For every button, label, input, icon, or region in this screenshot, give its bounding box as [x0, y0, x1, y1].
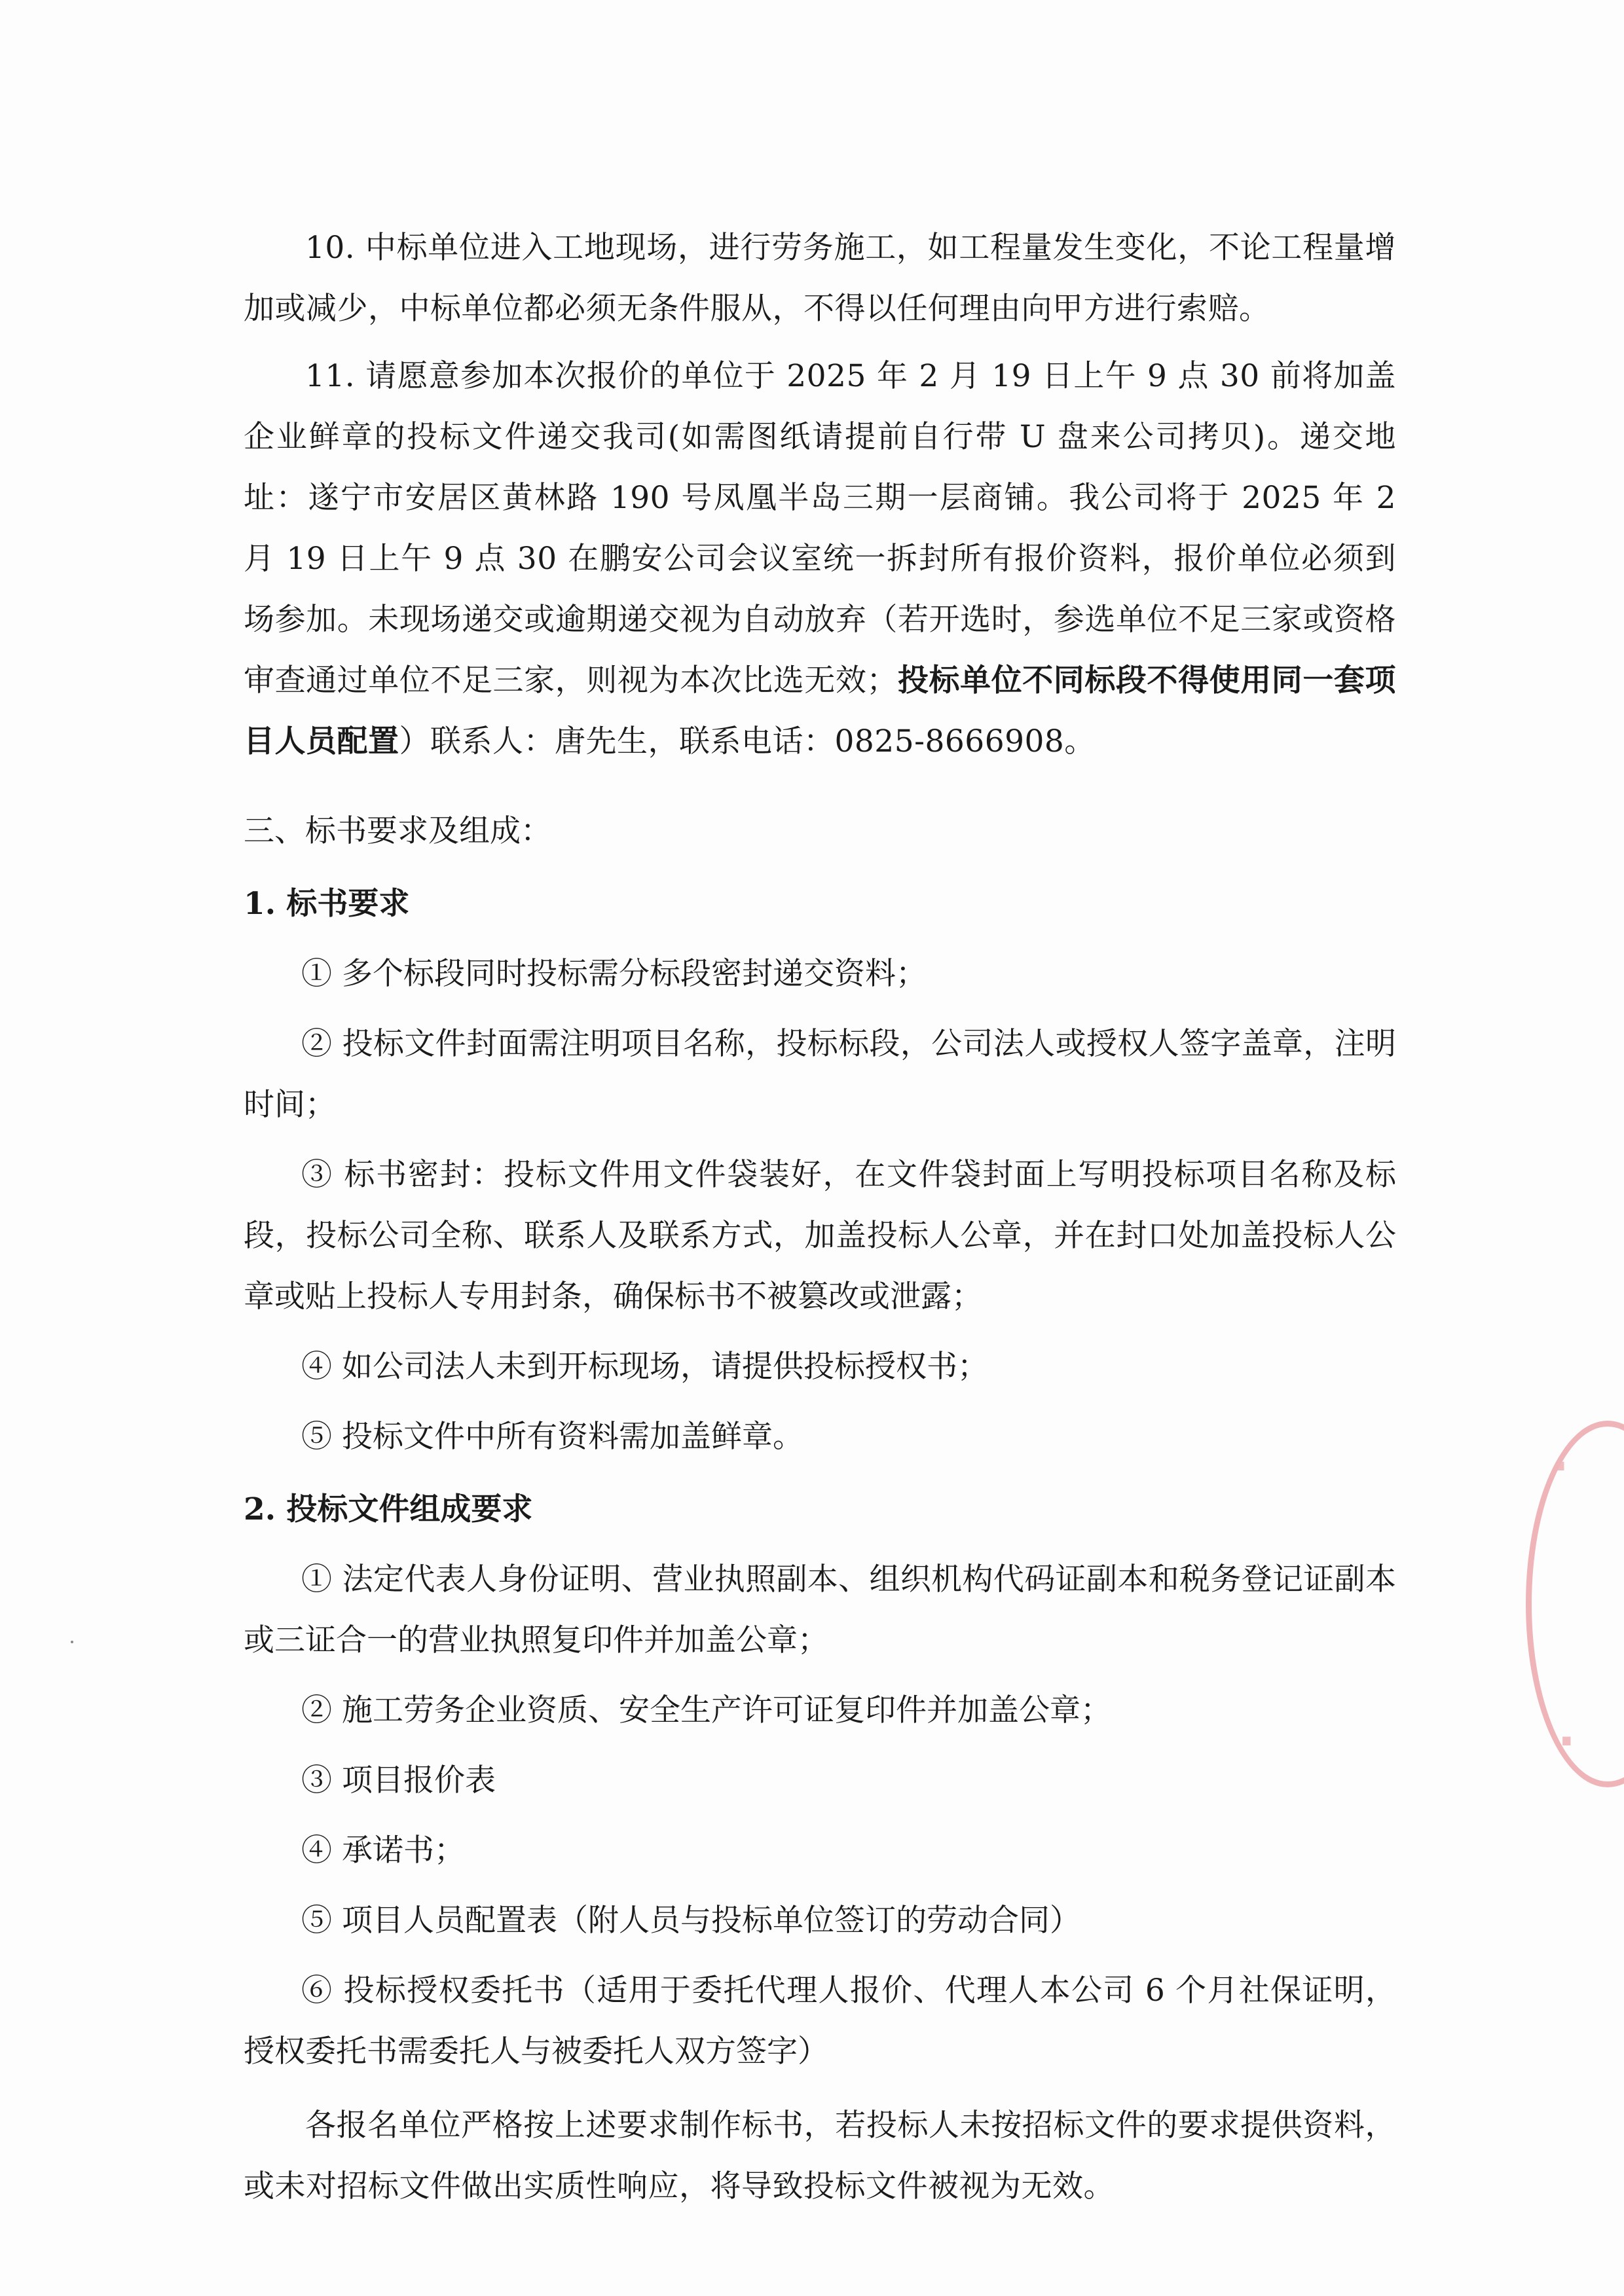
- subsection-1-title: 1. 标书要求: [244, 886, 410, 922]
- red-seal-stamp-fragment: [1526, 1421, 1624, 1787]
- requirement-item-4: ④ 如公司法人未到开标现场，请提供投标授权书；: [301, 1349, 988, 1385]
- document-body: [244, 217, 1396, 2217]
- subsection-2-title: 2. 投标文件组成要求: [244, 1491, 533, 1527]
- composition-item-5: ⑤ 项目人员配置表（附人员与投标单位签订的劳动合同）: [301, 1903, 1080, 1939]
- requirement-item-1: ① 多个标段同时投标需分标段密封递交资料；: [301, 956, 927, 992]
- stamp-glyph: ·: [1551, 1440, 1569, 1493]
- composition-item-6: ⑥ 投标授权委托书（适用于委托代理人报价、代理人本公司 6 个月社保证明，授权委托书需委托人与被委托人双方签字）: [244, 1973, 1396, 2069]
- composition-item-3: ③ 项目报价表: [301, 1762, 496, 1798]
- stamp-glyph: ·: [1558, 1715, 1576, 1768]
- composition-item-1: ① 法定代表人身份证明、营业执照副本、组织机构代码证副本和税务登记证副本或三证合一的营业执照复印件并加盖公章；: [244, 1561, 1396, 1658]
- paragraph-11-bold-text: 投标单位不同标段不得使用同一套项目人员配置: [244, 663, 1397, 759]
- composition-item-2: ② 施工劳务企业资质、安全生产许可证复印件并加盖公章；: [301, 1692, 1111, 1728]
- paragraph-11: [244, 346, 1396, 772]
- requirement-item-3: ③ 标书密封：投标文件用文件袋装好，在文件袋封面上写明投标项目名称及标段，投标公司全称、联系人及联系方式，加盖投标人公章，并在封口处加盖投标人公章或贴上投标人专用封条，确保标书不被篡改或泄露；: [244, 1157, 1396, 1315]
- requirement-item-5: ⑤ 投标文件中所有资料需加盖鲜章。: [301, 1419, 803, 1455]
- composition-item-4: ④ 承诺书；: [301, 1832, 465, 1868]
- paragraph-11-text: 11. 请愿意参加本次报价的单位于 2025 年 2 月 19 日上午 9 点 30 前将加盖企业鲜章的投标文件递交我司(如需图纸请提前自行带 U 盘来公司拷贝)。递交地址：遂宁市安居区黄林路 190 号凤凰半岛三期一层商铺。我公司将于 2025 年 2 月 19 日上午 9 点 30 在鹏安公司会议室统一拆封所有报价资料，报价单位必须到场参加。未现场递交或逾期递交视为自动放弃（若开选时，参选单位不足三家或资格审查通过单位不足三家，则视为本次比选无效；: [244, 358, 1396, 699]
- section-3-title: 三、标书要求及组成：: [244, 813, 551, 849]
- paragraph-11-contact: ）联系人：唐先生，联系电话：0825-8666908。: [399, 723, 1096, 759]
- closing-paragraph: 各报名单位严格按上述要求制作标书，若投标人未按招标文件的要求提供资料，或未对招标文件做出实质性响应，将导致投标文件被视为无效。: [244, 2107, 1396, 2204]
- scan-speck: [71, 1641, 73, 1643]
- paragraph-10: 10. 中标单位进入工地现场，进行劳务施工，如工程量发生变化，不论工程量增加或减少，中标单位都必须无条件服从，不得以任何理由向甲方进行索赔。: [244, 230, 1396, 327]
- requirement-item-2: ② 投标文件封面需注明项目名称，投标标段，公司法人或授权人签字盖章，注明时间；: [244, 1026, 1396, 1123]
